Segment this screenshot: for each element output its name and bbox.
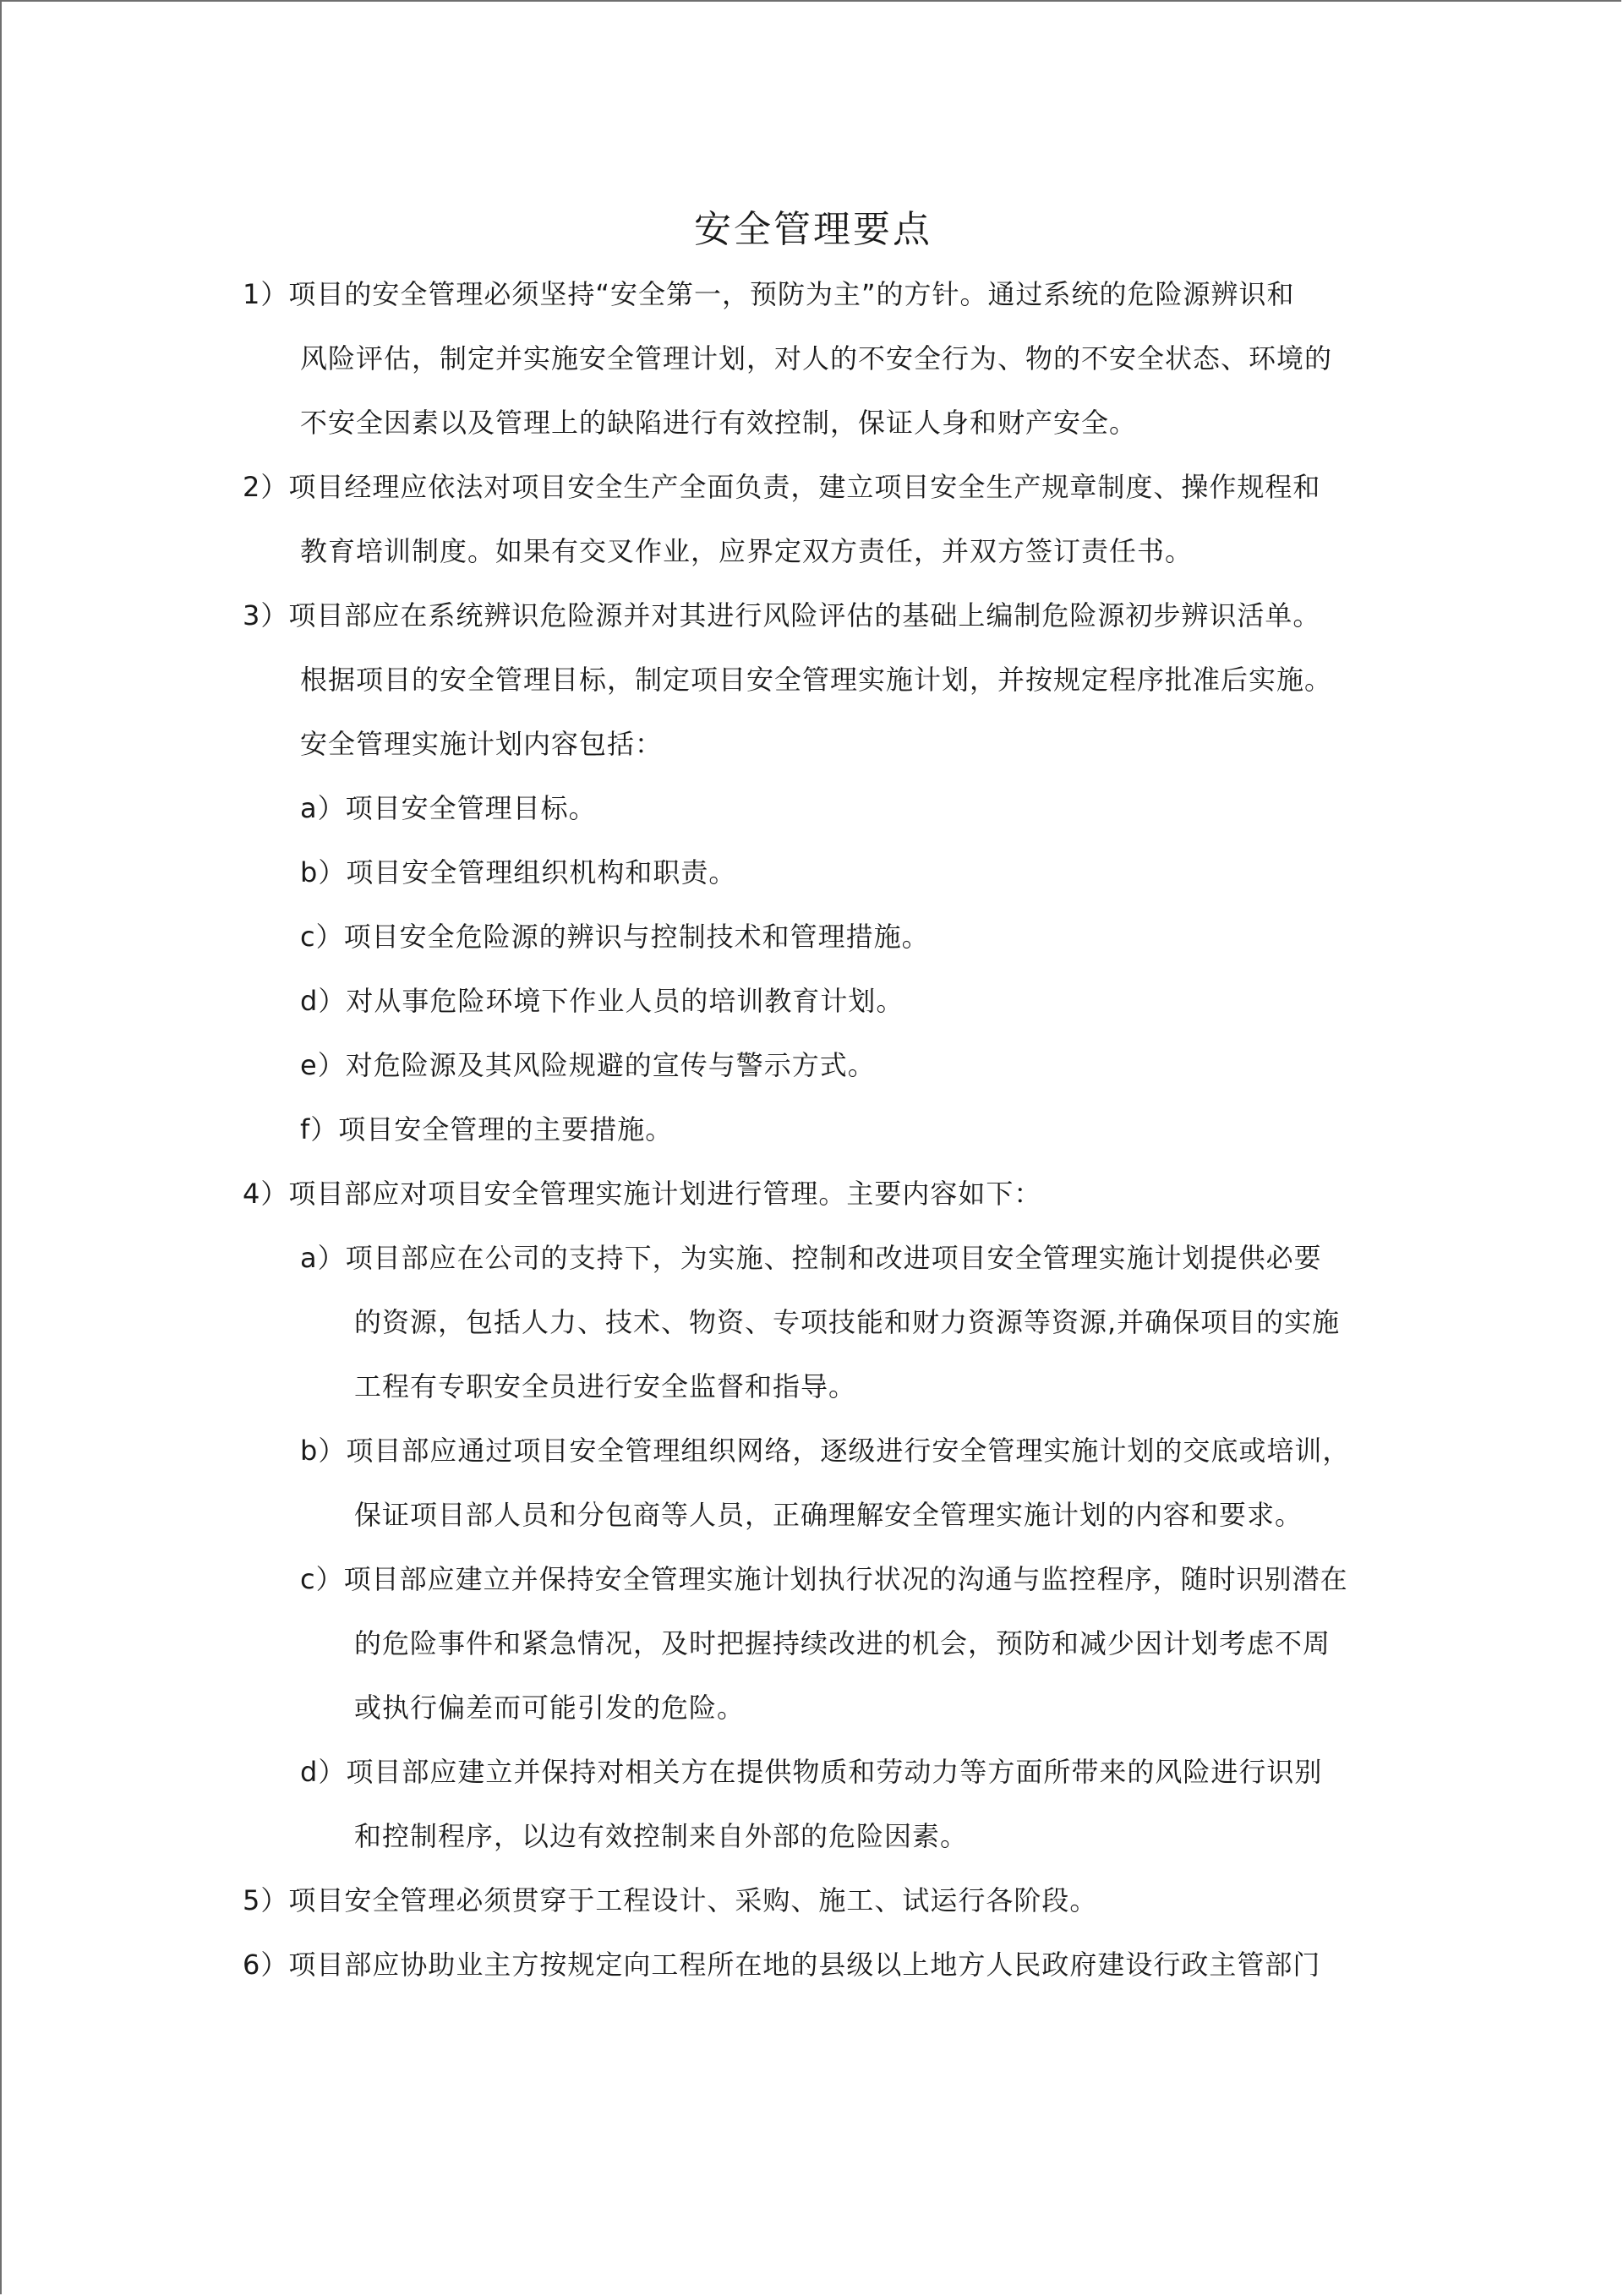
subitem-4-d-line: 和控制程序，以边有效控制来自外部的危险因素。 (354, 1820, 969, 1852)
subitem-4-c-line: 或执行偏差而可能引发的危险。 (354, 1692, 746, 1724)
item-1-line: 不安全因素以及管理上的缺陷进行有效控制，保证人身和财产安全。 (300, 407, 1138, 439)
item-3-line: 根据项目的安全管理目标，制定项目安全管理实施计划，并按规定程序批准后实施。 (300, 664, 1333, 696)
item-1-line: 1）项目的安全管理必须坚持“安全第一，预防为主”的方针。通过系统的危险源辨识和 (243, 278, 1295, 310)
subitem-3-e-line: e）对危险源及其风险规避的宣传与警示方式。 (300, 1049, 876, 1081)
page-title: 安全管理要点 (694, 208, 932, 251)
item-1-line: 风险评估，制定并实施安全管理计划，对人的不安全行为、物的不安全状态、环境的 (300, 342, 1333, 374)
subitem-4-a-line: 的资源，包括人力、技术、物资、专项技能和财力资源等资源,并确保项目的实施 (354, 1306, 1341, 1338)
item-2-line: 2）项目经理应依法对项目安全生产全面负责，建立项目安全生产规章制度、操作规程和 (243, 471, 1321, 503)
subitem-4-a-line: a）项目部应在公司的支持下，为实施、控制和改进项目安全管理实施计划提供必要 (300, 1242, 1322, 1274)
subitem-3-c-line: c）项目安全危险源的辨识与控制技术和管理措施。 (300, 921, 930, 953)
subitem-4-b-line: 保证项目部人员和分包商等人员，正确理解安全管理实施计划的内容和要求。 (354, 1499, 1303, 1531)
subitem-3-b-line: b）项目安全管理组织机构和职责。 (300, 856, 737, 888)
item-4-line: 4）项目部应对项目安全管理实施计划进行管理。主要内容如下： (243, 1178, 1042, 1210)
subitem-4-d-line: d）项目部应建立并保持对相关方在提供物质和劳动力等方面所带来的风险进行识别 (300, 1756, 1323, 1788)
subitem-3-f-line: f）项目安全管理的主要措施。 (300, 1113, 674, 1145)
subitem-3-d-line: d）对从事危险环境下作业人员的培训教育计划。 (300, 985, 904, 1017)
subitem-4-c-line: 的危险事件和紧急情况，及时把握持续改进的机会，预防和减少因计划考虑不周 (354, 1627, 1331, 1659)
subitem-4-a-line: 工程有专职安全员进行安全监督和指导。 (354, 1370, 857, 1402)
subitem-3-a-line: a）项目安全管理目标。 (300, 792, 597, 824)
subitem-4-c-line: c）项目部应建立并保持安全管理实施计划执行状况的沟通与监控程序，随时识别潜在 (300, 1563, 1348, 1595)
item-2-line: 教育培训制度。如果有交叉作业，应界定双方责任，并双方签订责任书。 (300, 535, 1194, 567)
item-3-line: 3）项目部应在系统辨识危险源并对其进行风险评估的基础上编制危险源初步辨识活单。 (243, 599, 1321, 631)
item-3-line: 安全管理实施计划内容包括： (300, 728, 664, 760)
subitem-4-b-line: b）项目部应通过项目安全管理组织网络，逐级进行安全管理实施计划的交底或培训， (300, 1435, 1351, 1467)
item-5-line: 5）项目安全管理必须贯穿于工程设计、采购、施工、试运行各阶段。 (243, 1884, 1098, 1916)
item-6-line: 6）项目部应协助业主方按规定向工程所在地的县级以上地方人民政府建设行政主管部门 (243, 1949, 1321, 1981)
